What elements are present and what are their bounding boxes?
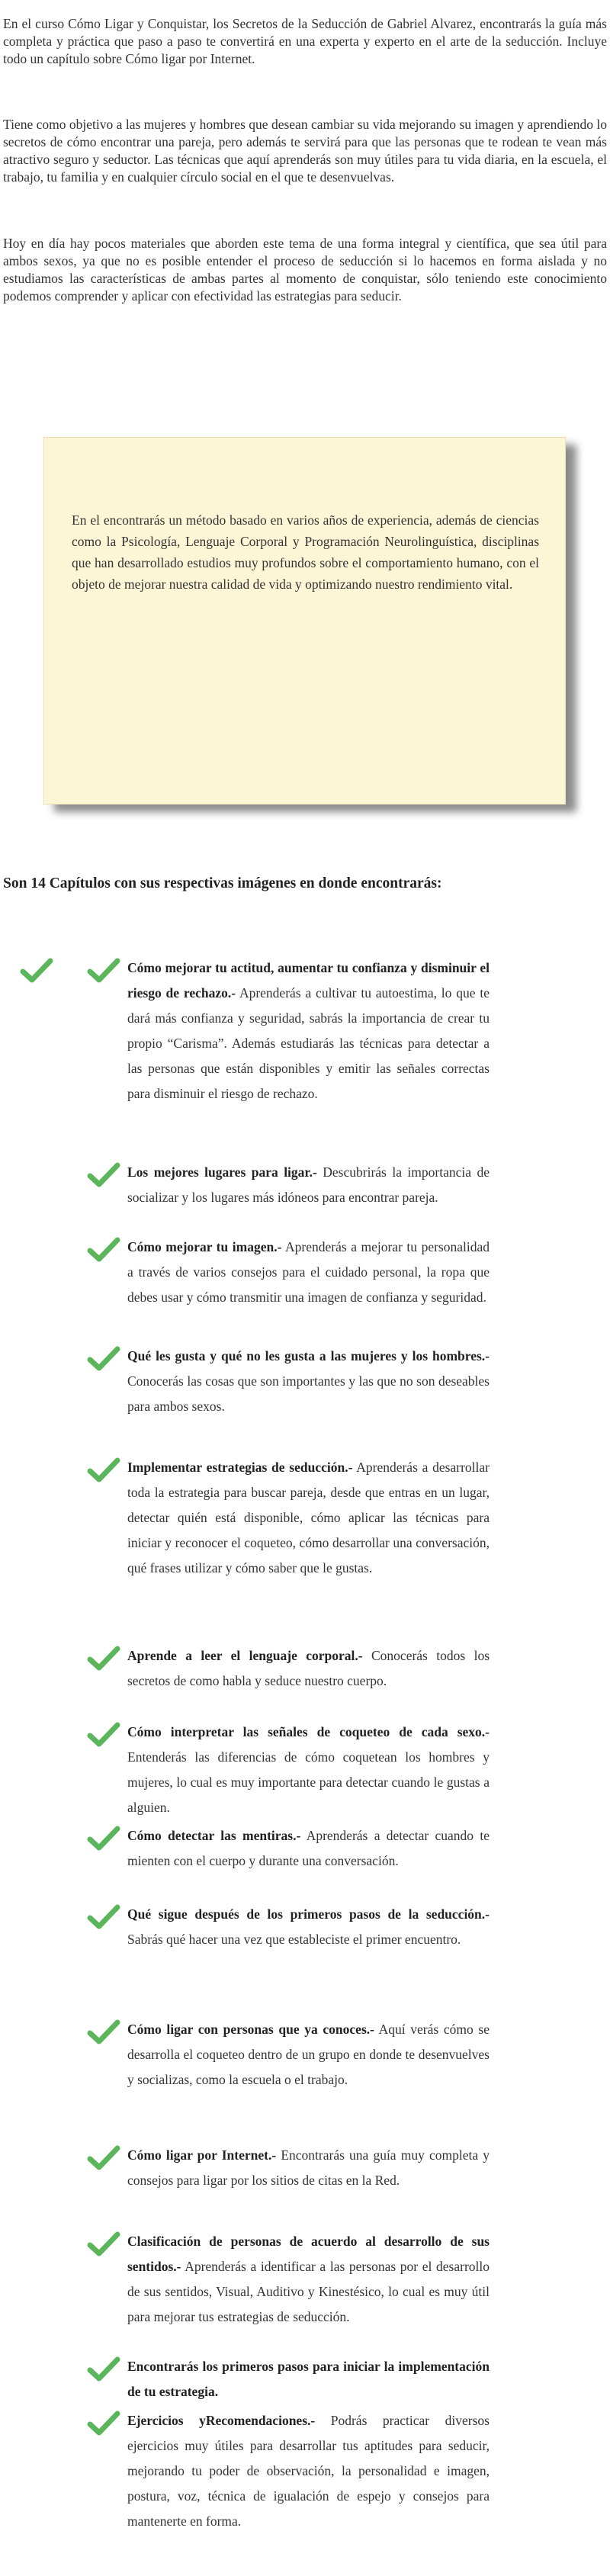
chapter-title: Cómo mejorar tu imagen.- — [127, 1239, 282, 1254]
chapter-title: Cómo detectar las mentiras.- — [127, 1828, 301, 1843]
chapter-description: Aprenderás a cultivar tu autoestima, lo que te dará más confianza y seguridad, sabrás la importancia de crear tu propio “Carisma”. Además estudiarás las técnicas para detectar a las personas que están disponibles y emitir las señales correctas para disminuir el riesgo de rechazo. — [127, 985, 490, 1101]
chapter-item — [127, 1455, 490, 1581]
check-icon — [87, 1161, 120, 1189]
check-icon — [87, 2144, 120, 2172]
chapter-item — [127, 1235, 490, 1310]
chapter-description: Conocerás todos los secretos de como habla y seduce nuestro cuerpo. — [127, 1648, 490, 1688]
check-icon — [87, 1825, 120, 1852]
intro-paragraph-3: Hoy en día hay pocos materiales que aborden este tema de una forma integral y científica, que sea útil para ambos sexos, ya que no es posible entender el proceso de seducción si lo hacemos en forma aislada y no estudiamos las características de ambas partes al momento de conquistar, sólo teniendo este conocimiento podemos comprender y aplicar con efectividad las estrategias para seducir. — [3, 236, 607, 304]
chapter-item — [127, 2354, 490, 2404]
highlight-note-box — [43, 437, 566, 805]
chapter-item — [127, 1902, 490, 1952]
chapter-title: Aprende a leer el lenguaje corporal.- — [127, 1648, 363, 1663]
chapter-title: Ejercicios yRecomendaciones.- — [127, 2413, 316, 2428]
chapter-title: Cómo interpretar las señales de coqueteo de cada sexo.- — [127, 1724, 490, 1739]
chapter-item — [127, 2143, 490, 2193]
check-icon — [87, 1903, 120, 1931]
chapter-description: Entenderás las diferencias de cómo coquetean los hombres y mujeres, lo cual es muy importante para detectar cuando le gustas a alguien. — [127, 1749, 490, 1815]
chapter-description: Aprenderás a desarrollar toda la estrategia para buscar pareja, desde que entras en un lugar, detectar quién está disponible, cómo aplicar las técnicas para iniciar y reconocer el coqueteo, cómo desarrollar una conversación, qué frases utilizar y cómo saber que le gustas. — [127, 1460, 490, 1575]
chapter-description: Descubrirás la importancia de socializar y los lugares más idóneos para encontrar pareja. — [127, 1164, 490, 1205]
chapter-description: Encontrarás una guía muy completa y consejos para ligar por los sitios de citas en la Red. — [127, 2147, 490, 2188]
chapter-description: Sabrás qué hacer una vez que estableciste el primer encuentro. — [127, 1932, 461, 1947]
check-icon — [87, 2410, 120, 2437]
check-icon — [87, 1645, 120, 1672]
chapter-item — [127, 2017, 490, 2093]
chapter-description: Aquí verás cómo se desarrolla el coqueteo dentro de un grupo en donde te desenvuelves y socializas, como la escuela o el trabajo. — [127, 2022, 490, 2087]
chapters-heading: Son 14 Capítulos con sus respectivas imágenes en donde encontrarás: — [3, 875, 442, 891]
chapter-title: Los mejores lugares para ligar.- — [127, 1164, 317, 1180]
chapter-item — [127, 1720, 490, 1820]
check-icon — [87, 2231, 120, 2258]
chapter-description: Aprenderás a detectar cuando te mienten con el cuerpo y durante una conversación. — [127, 1828, 490, 1868]
chapter-title: Qué sigue después de los primeros pasos de la seducción.- — [127, 1906, 490, 1922]
check-icon — [87, 2019, 120, 2046]
check-icon — [87, 2356, 120, 2383]
intro-paragraph-2: Tiene como objetivo a las mujeres y hombres que desean cambiar su vida mejorando su imagen y aprendiendo lo secretos de cómo encontrar una pareja, pero además te servirá para que las personas que te rodean te vean más atractivo seguro y seductor. Las técnicas que aquí aprenderás son muy útiles para tu vida diaria, en la escuela, el trabajo, tu familia y en cualquier círculo social en el que te desenvuelvas. — [3, 117, 607, 185]
note-text: En el encontrarás un método basado en varios años de experiencia, además de ciencias como la Psicología, Lenguaje Corporal y Programación Neurolinguística, disciplinas que han desarrollado estudios muy profundos sobre el comportamiento humano, con el objeto de mejorar nuestra calidad de vida y optimizando nuestro rendimiento vital. — [72, 512, 539, 592]
check-icon — [87, 1236, 120, 1264]
check-icon — [20, 957, 53, 984]
chapter-title: Implementar estrategias de seducción.- — [127, 1460, 353, 1475]
chapter-item — [127, 1344, 490, 1419]
chapter-title: Clasificación de personas de acuerdo al desarrollo de sus sentidos.- — [127, 2234, 490, 2274]
chapter-item — [127, 956, 490, 1107]
chapter-item — [127, 1643, 490, 1694]
chapter-item — [127, 2229, 490, 2330]
chapter-title: Cómo ligar por Internet.- — [127, 2147, 277, 2163]
intro-paragraph-1: En el curso Cómo Ligar y Conquistar, los Secretos de la Seducción de Gabriel Alvarez, encontrarás la guía más completa y práctica que paso a paso te convertirá en una experta y experto en el arte de la seducción. Incluye todo un capítulo sobre Cómo ligar por Internet. — [3, 16, 607, 66]
check-icon — [87, 1345, 120, 1373]
chapter-description: Conocerás las cosas que son importantes y las que no son deseables para ambos sexos. — [127, 1373, 490, 1414]
chapter-item — [127, 1160, 490, 1210]
chapter-description: Podrás practicar diversos ejercicios muy útiles para desarrollar tus aptitudes para seducir, mejorando tu poder de observación, la personalidad e imagen, postura, voz, técnica de igualación de espejo y consejos para mantenerte en forma. — [127, 2413, 490, 2529]
check-icon — [87, 957, 120, 984]
chapter-description: Aprenderás a mejorar tu personalidad a través de varios consejos para el cuidado personal, la ropa que debes usar y cómo transmitir una imagen de confianza y seguridad. — [127, 1239, 490, 1305]
check-icon — [87, 1721, 120, 1749]
chapter-item — [127, 2408, 490, 2534]
chapter-description: Aprenderás a identificar a las personas por el desarrollo de sus sentidos, Visual, Auditivo y Kinestésico, lo cual es muy útil para mejorar tus estrategias de seducción. — [127, 2259, 490, 2324]
chapter-item — [127, 1823, 490, 1874]
chapter-title: Cómo mejorar tu actitud, aumentar tu confianza y disminuir el riesgo de rechazo.- — [127, 960, 490, 1001]
check-icon — [87, 1457, 120, 1484]
chapter-title: Qué les gusta y qué no les gusta a las mujeres y los hombres.- — [127, 1348, 490, 1363]
chapter-title: Cómo ligar con personas que ya conoces.- — [127, 2022, 374, 2037]
chapter-title: Encontrarás los primeros pasos para iniciar la implementación de tu estrategia. — [127, 2359, 490, 2399]
